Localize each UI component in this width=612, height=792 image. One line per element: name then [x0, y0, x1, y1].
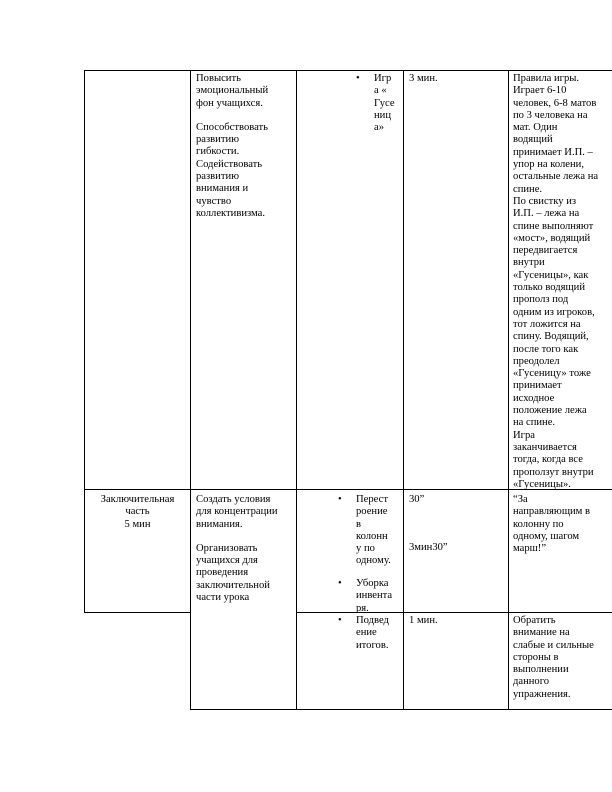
row2-goals-cell [196, 494, 294, 604]
row2-goal-2: Организовать учащихся для проведения заключительной части урока [196, 542, 270, 604]
row3-top-border [296, 612, 612, 613]
row2-goal-1: Создать условия для концентрации внимания. [196, 494, 278, 530]
row1-top-border [84, 70, 612, 71]
row2-activity-1-text: Перест роение в колонн у по одному. [356, 494, 391, 567]
row3-notes-cell [513, 615, 612, 701]
column-border-3 [296, 70, 297, 710]
row1-notes: Правила игры. Играет 6-10 человек, 6-8 матов по 3 человека на мат. Один водящий принимает И.П. – упор на колени, остальные лежа на спине. По свистку из И.П. – лежа на спине выполняют «мост», водящий передвигается внутри «Гусеницы», как только водящий прополз под одним из игроков, тот ложится на спину. Водящий, после того как преодолел «Гусеницу» тоже принимает исходное положение лежа на спине. Игра заканчивается тогда, когда все проползут внутри «Гусеницы». [513, 73, 599, 490]
row1-activity-bullet: • [356, 73, 360, 84]
row3-notes: Обратить внимание на слабые и сильные стороны в выполнении данного упражнения. [513, 615, 594, 700]
row1-goals-cell [196, 73, 294, 220]
row2-activity-2-cell [338, 578, 400, 612]
row1-activity-cell [356, 73, 400, 134]
row2-activity-2-bullet: • [338, 578, 342, 589]
column-border-1 [84, 70, 85, 613]
row3-time: 1 мин. [409, 615, 438, 626]
column-border-4 [403, 70, 404, 710]
row3-activity-cell [338, 615, 400, 652]
table-bottom-border [190, 709, 612, 710]
row3-activity-text: Подвед ение итогов. [356, 615, 389, 651]
row2-activity-1-bullet: • [338, 494, 342, 505]
row1-goal-2: Способствовать развитию гибкости. Содействовать развитию внимания и чувство коллективизма. [196, 121, 268, 219]
row1-time-cell [409, 73, 505, 85]
row1-activity-text: Игр а « Гусе ниц а» [374, 73, 395, 134]
row1-notes-cell [513, 73, 612, 491]
row1-time: 3 мин. [409, 73, 438, 84]
row2-part-title: Заключительная часть 5 мин [100, 494, 175, 530]
row2-time-cell [409, 494, 505, 506]
row2-notes: “За направляющим в колонну по одному, шагом марш!” [513, 494, 591, 555]
column-border-5 [508, 70, 509, 710]
column-border-2 [190, 70, 191, 710]
row1-goal-1: Повысить эмоциональный фон учащихся. [196, 73, 269, 109]
row3-time-cell [409, 615, 505, 627]
row3-top-border-left [84, 612, 191, 613]
row2-time-1: 30” [409, 494, 425, 505]
row3-activity-bullet: • [338, 615, 342, 626]
row2-activity-2-text: Уборка инвента ря. [356, 578, 393, 612]
row2-activity-1-cell [338, 494, 400, 568]
row2-notes-cell [513, 494, 612, 555]
row2-time-2: 3мин30” [409, 542, 448, 553]
row2-part-cell [85, 494, 190, 531]
row2-time-2-cell [409, 542, 505, 554]
